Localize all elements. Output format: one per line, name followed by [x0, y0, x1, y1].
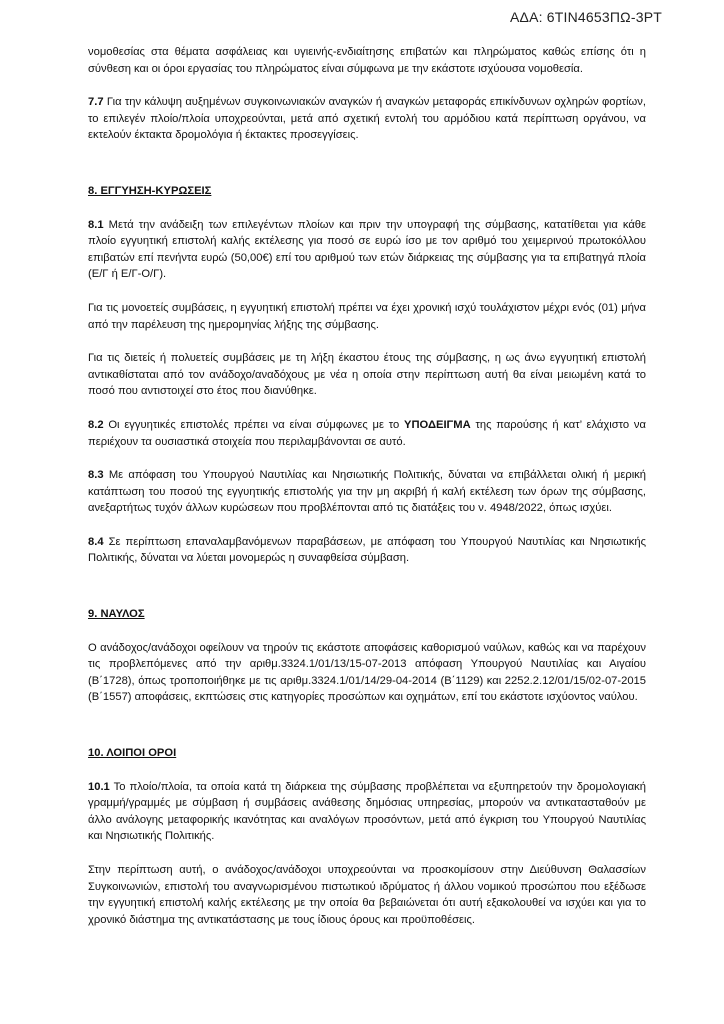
paragraph-8-1: [88, 217, 646, 283]
clause-text: Σε περίπτωση επαναλαμβανόμενων παραβάσεων, με απόφαση του Υπουργού Ναυτιλίας και Νησιωτικής Πολιτικής, δύναται να λύεται μονομερώς η συναφθείσα σύμβαση.: [88, 535, 646, 565]
paragraph-8-4: [88, 534, 646, 567]
paragraph-8-3: [88, 467, 646, 517]
section-10-heading: 10. ΛΟΙΠΟΙ ΟΡΟΙ: [88, 747, 177, 760]
paragraph-8-1-annual: Για τις μονοετείς συμβάσεις, η εγγυητική επιστολή πρέπει να έχει χρονική ισχύ τουλάχιστον μέχρι ενός (01) μήνα από την παρέλευση της ημερομηνίας λήξης της σύμβασης.: [88, 301, 646, 331]
paragraph-10-1: [88, 779, 646, 845]
paragraph-8-1-multiyear: Για τις διετείς ή πολυετείς συμβάσεις με τη λήξη έκαστου έτους της σύμβασης, η ως άνω εγγυητική επιστολή αντικαθίσταται από τον ανάδοχο/αναδόχους με νέα η οποία στην περίπτωση αυτή θα είναι μειωμένη κατά το ποσό που αντιστοιχεί στο έτος που διανύθηκε.: [88, 352, 646, 398]
clause-text: Για την κάλυψη αυξημένων συγκοινωνιακών αναγκών ή αναγκών μεταφοράς επικίνδυνων οχληρών φορτίων, το επιλεγέν πλοίο/πλοία υποχρεούνται, μετά από σχετική εντολή του αρμόδιου κατά περίπτωση οργάνου, να εκτελούν έκτακτα δρομολόγια ή έκτακτες προσεγγίσεις.: [88, 96, 646, 142]
section-9-heading: 9. ΝΑΥΛΟΣ: [88, 608, 145, 621]
clause-number: 8.2: [88, 418, 104, 431]
section-8-heading: 8. ΕΓΓΥΗΣΗ-ΚΥΡΩΣΕΙΣ: [88, 184, 212, 197]
clause-text: της παρούσης ή κατ’ ελάχιστο να περιέχουν τα ουσιαστικά στοιχεία που περιλαμβάνονται σε αυτό.: [88, 418, 646, 448]
clause-number: 8.4: [88, 535, 104, 548]
clause-number: 10.1: [88, 780, 110, 793]
clause-number: 8.1: [88, 218, 104, 231]
template-reference: ΥΠΟΔΕΙΓΜΑ: [404, 418, 471, 431]
paragraph-8-2: [88, 417, 646, 450]
paragraph-9: Ο ανάδοχος/ανάδοχοι οφείλουν να τηρούν τις εκάστοτε αποφάσεις καθορισμού ναύλων, καθώς και να παρέχουν τις προβλεπόμενες από την αριθμ.3324.1/01/13/15-07-2013 απόφαση Υπουργού Ναυτιλίας και Αιγαίου (Β΄1728), όπως τροποποιήθηκε με τις αριθμ.3324.1/01/14/29-04-2014 (Β΄1129) και 2252.2.12/01/15/02-07-2015 (Β΄1557) αποφάσεις, εκπτώσεις στις κατηγορίες προσώπων και οχημάτων, επί του εκάστοτε ισχύοντος ναύλου.: [88, 641, 646, 704]
clause-text: Μετά την ανάδειξη των επιλεγέντων πλοίων και πριν την υπογραφή της σύμβασης, κατατίθεται για κάθε πλοίο εγγυητική επιστολή καλής εκτέλεσης για ποσό σε ευρώ ίσο με τον αριθμό του χειμερινού πρωτοκόλλου επιβατών επί πενήντα ευρώ (50,00€) επί του αριθμού των ετών διάρκειας της σύμβασης για τα επιβατηγά πλοία (Ε/Γ ή Ε/Γ-Ο/Γ).: [88, 218, 646, 281]
clause-text: Το πλοίο/πλοία, τα οποία κατά τη διάρκεια της σύμβασης προβλέπεται να εξυπηρετούν την δρομολογιακή γραμμή/γραμμές με σύμβαση ή συμβάσεις ανάθεσης δημόσιας υπηρεσίας, μπορούν να αντικατασταθούν με άλλο ανάλογης μεταφορικής ικανότητας και αναλόγων προσόντων, μετά από έγκριση του Υπουργού Ναυτιλίας και Νησιωτικής Πολιτικής.: [88, 780, 646, 843]
paragraph-10-1-replacement: Στην περίπτωση αυτή, ο ανάδοχος/ανάδοχοι υποχρεούνται να προσκομίσουν στην Διεύθυνση Θαλασσίων Συγκοινωνιών, επιστολή του αναγνωρισμένου πιστωτικού ιδρύματος ή άλλου νομικού προσώπου που εξέδωσε την εγγυητική επιστολή καλής εκτέλεσης με την οποία θα βεβαιώνεται ότι αυτή εξακολουθεί να ισχύει και για το χρονικό διάστημα της αντικατάστασης με τους ίδιους όρους και προϋποθέσεις.: [88, 864, 646, 926]
clause-text: Με απόφαση του Υπουργού Ναυτιλίας και Νησιωτικής Πολιτικής, δύναται να επιβάλλεται ολική ή μερική κατάπτωση του ποσού της εγγυητικής επιστολής για την μη ακριβή ή καλή εκτέλεση των όρων της σύμβασης, ανεξαρτήτως τυχόν άλλων κυρώσεων που προβλέπονται από τις διατάξεις του ν. 4948/2022, όπως ισχύει.: [88, 469, 646, 515]
document-body: [88, 44, 646, 928]
paragraph-7-7: [88, 94, 646, 144]
ada-code: ΑΔΑ: 6ΤΙΝ4653ΠΩ-3ΡΤ: [509, 9, 662, 25]
clause-number: 8.3: [88, 469, 104, 482]
paragraph-top: νομοθεσίας στα θέματα ασφάλειας και υγιεινής-ενδιαίτησης επιβατών και πληρώματος καθώς επίσης ότι η σύνθεση και οι όροι εργασίας του πληρώματος είναι σύμφωνα με την εκάστοτε ισχύουσα νομοθεσία.: [88, 46, 646, 75]
clause-number: 7.7: [88, 96, 104, 109]
clause-text: Οι εγγυητικές επιστολές πρέπει να είναι σύμφωνες με το: [103, 418, 404, 431]
